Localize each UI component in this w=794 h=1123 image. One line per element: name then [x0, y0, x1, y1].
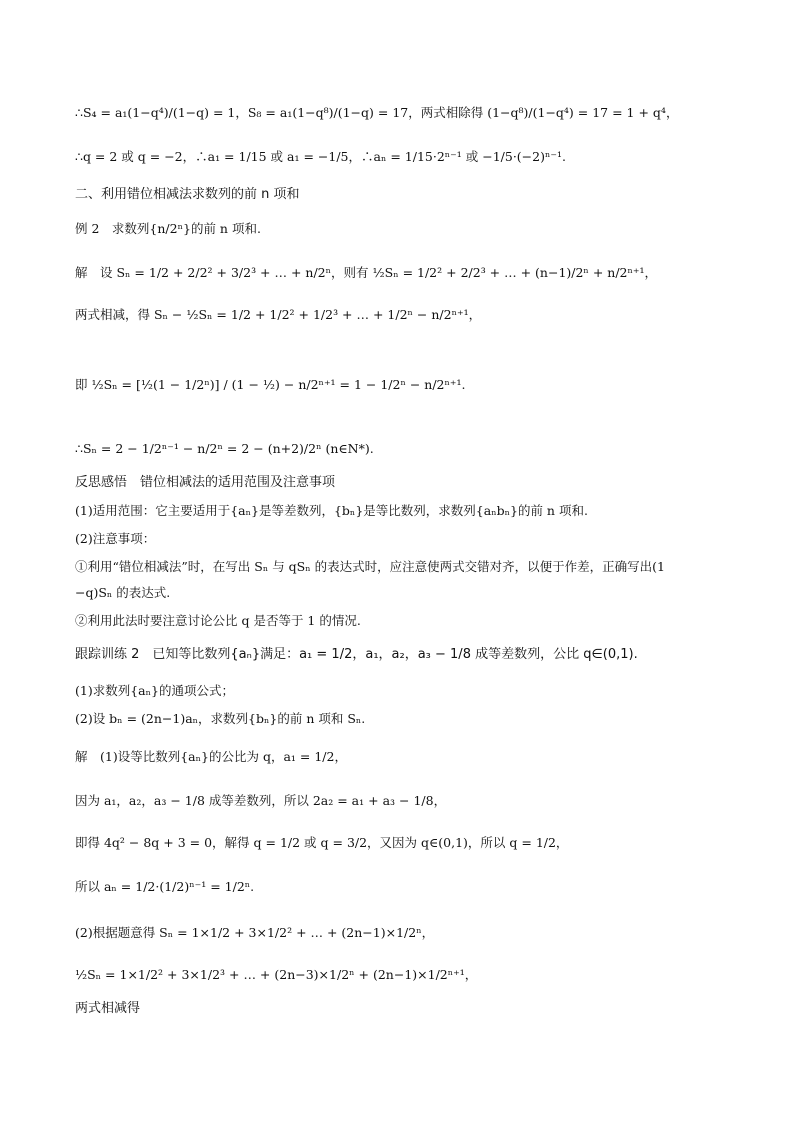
text-line: (1)适用范围：它主要适用于{aₙ}是等差数列，{bₙ}是等比数列，求数列{aₙbₙ}的前 n 项和.: [75, 503, 588, 518]
text-line: 解 设 Sₙ = 1/2 + 2/2² + 3/2³ + … + n/2ⁿ，则有 ½Sₙ = 1/2² + 2/2³ + … + (n−1)/2ⁿ + n/2ⁿ⁺¹，: [75, 265, 657, 280]
text-line: 所以 aₙ = 1/2·(1/2)ⁿ⁻¹ = 1/2ⁿ.: [75, 879, 255, 894]
text-line: 两式相减，得 Sₙ − ½Sₙ = 1/2 + 1/2² + 1/2³ + … + 1/2ⁿ − n/2ⁿ⁺¹，: [75, 307, 482, 322]
text-line: 解 (1)设等比数列{aₙ}的公比为 q，a₁ = 1/2，: [75, 749, 347, 764]
text-line: ∴q = 2 或 q = −2，∴a₁ = 1/15 或 a₁ = −1/5，∴aₙ = 1/15·2ⁿ⁻¹ 或 −1/5·(−2)ⁿ⁻¹.: [75, 149, 566, 164]
text-line: 因为 a₁，a₂，a₃ − 1/8 成等差数列，所以 2a₂ = a₁ + a₃ − 1/8，: [75, 793, 447, 808]
text-line: ½Sₙ = 1×1/2² + 3×1/2³ + … + (2n−3)×1/2ⁿ + (2n−1)×1/2ⁿ⁺¹，: [75, 967, 478, 982]
text-line: ②利用此法时要注意讨论公比 q 是否等于 1 的情况.: [75, 613, 361, 628]
section-heading: 二、利用错位相减法求数列的前 n 项和: [75, 187, 300, 202]
text-line: 即得 4q² − 8q + 3 = 0，解得 q = 1/2 或 q = 3/2，又因为 q∈(0,1)，所以 q = 1/2，: [75, 835, 569, 850]
text-line: 即 ½Sₙ = [½(1 − 1/2ⁿ)] / (1 − ½) − n/2ⁿ⁺¹ = 1 − 1/2ⁿ − n/2ⁿ⁺¹.: [75, 377, 466, 392]
text-line: ①利用“错位相减法”时，在写出 Sₙ 与 qSₙ 的表达式时，应注意使两式交错对齐，以便于作差，正确写出(1: [75, 559, 665, 574]
text-line: (2)根据题意得 Sₙ = 1×1/2 + 3×1/2² + … + (2n−1)×1/2ⁿ，: [75, 925, 435, 940]
text-line: (2)设 bₙ = (2n−1)aₙ，求数列{bₙ}的前 n 项和 Sₙ.: [75, 711, 366, 726]
text-line: −q)Sₙ 的表达式.: [75, 585, 171, 600]
text-line: 两式相减得: [75, 1001, 141, 1016]
text-line: (1)求数列{aₙ}的通项公式；: [75, 683, 234, 698]
example-title: 例 2 求数列{n/2ⁿ}的前 n 项和.: [75, 221, 261, 236]
reflection-heading: 反思感悟 错位相减法的适用范围及注意事项: [75, 475, 336, 490]
text-line: (2)注意事项：: [75, 531, 156, 546]
text-line: ∴Sₙ = 2 − 1/2ⁿ⁻¹ − n/2ⁿ = 2 − (n+2)/2ⁿ (n∈N*).: [75, 441, 374, 456]
exercise-title: 跟踪训练 2 已知等比数列{aₙ}满足：a₁ = 1/2，a₁，a₂，a₃ − 1/8 成等差数列，公比 q∈(0,1).: [75, 647, 638, 662]
text-line: ∴S₄ = a₁(1−q⁴)/(1−q) = 1，S₈ = a₁(1−q⁸)/(1−q) = 17，两式相除得 (1−q⁸)/(1−q⁴) = 17 = 1 + q⁴，: [75, 105, 679, 120]
